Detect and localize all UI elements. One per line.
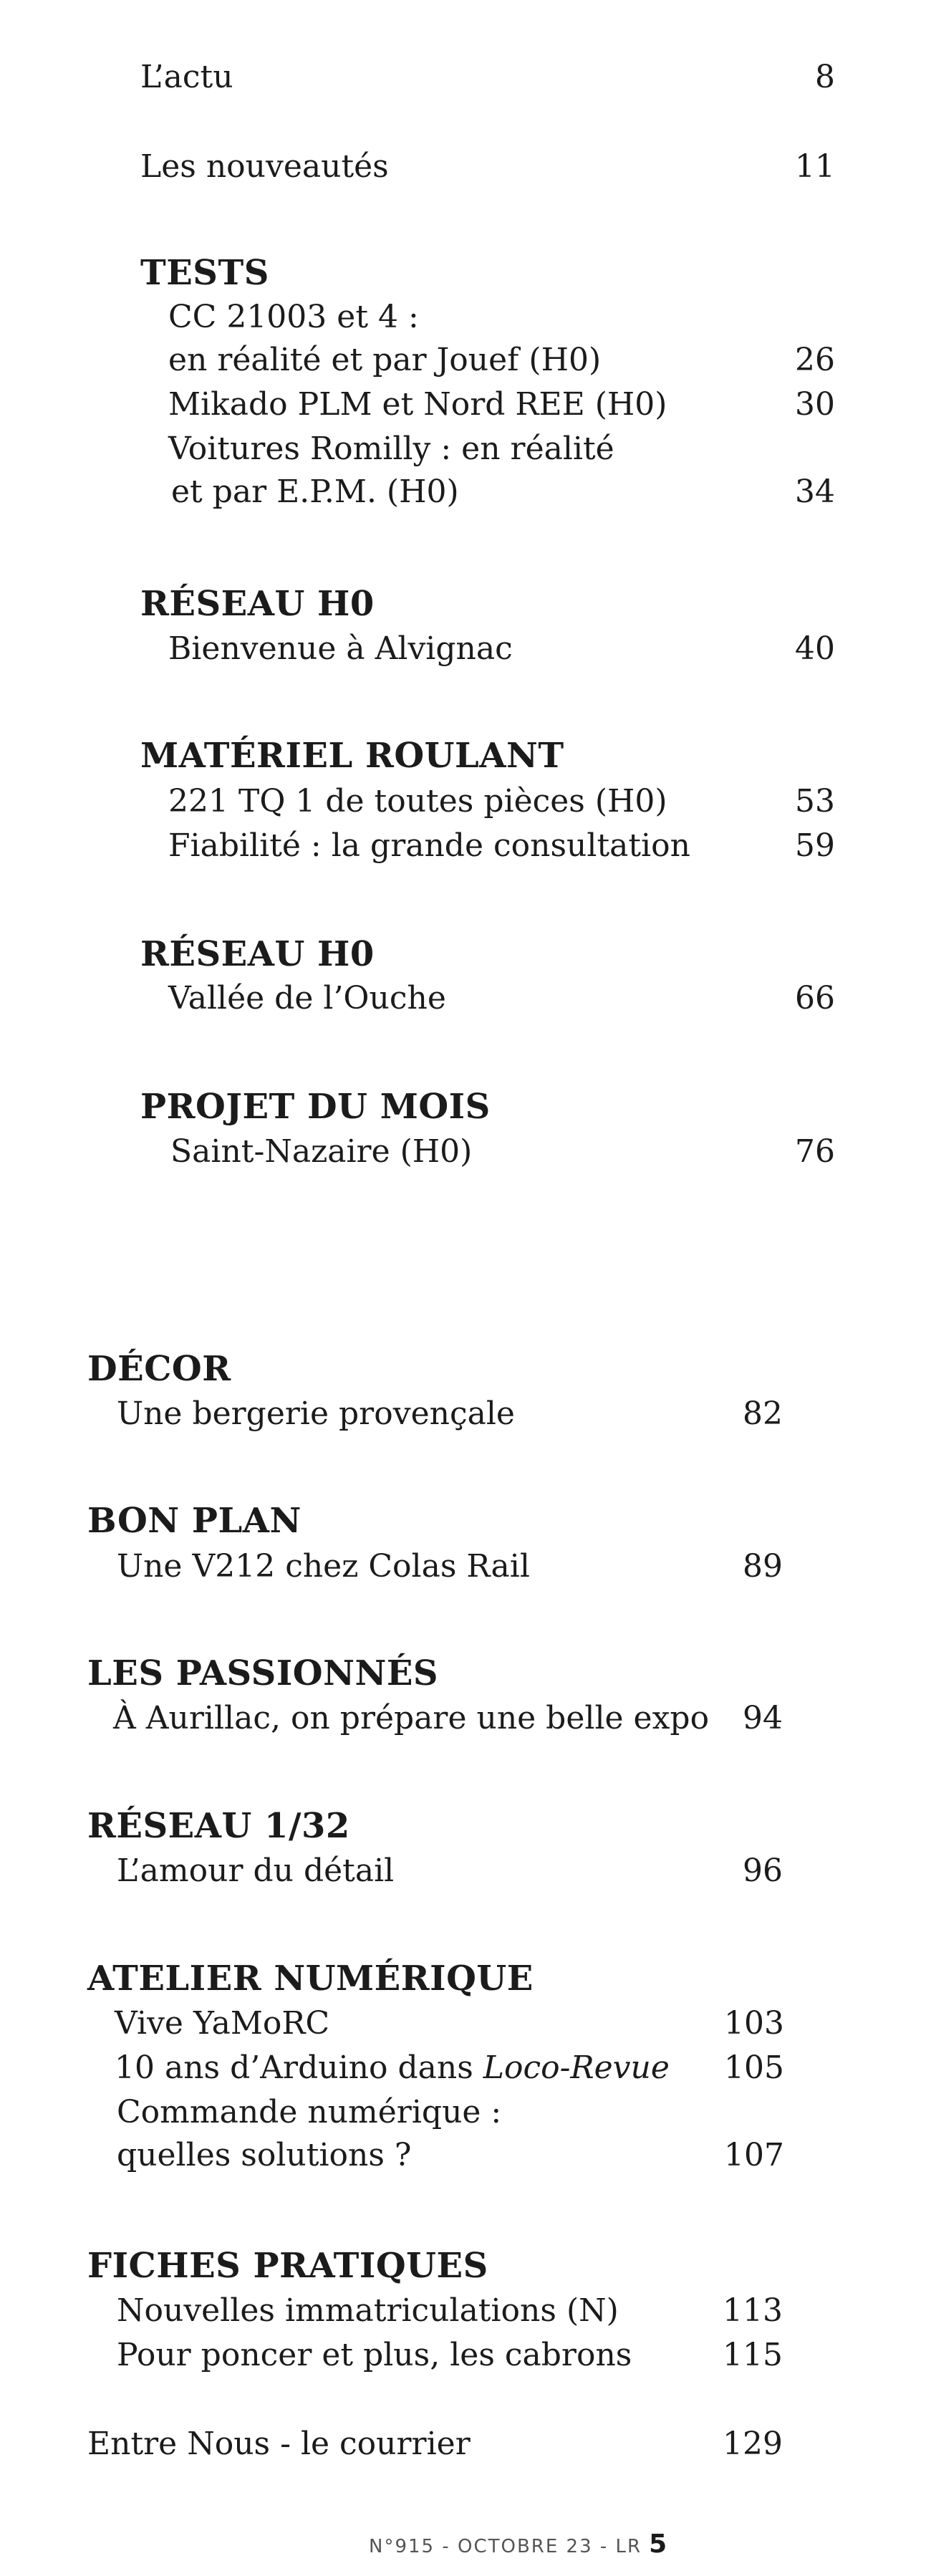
toc-entry-title-plain: 10 ans d’Arduino dans	[115, 2049, 483, 2086]
section-heading-tests: TESTS	[140, 253, 269, 293]
toc-entry-title: Mikado PLM et Nord REE (H0)	[168, 386, 667, 423]
toc-entry-page: 53	[795, 783, 835, 820]
toc-entry-cc21003[interactable]	[168, 296, 835, 382]
section-heading-materiel-roulant: MATÉRIEL ROULANT	[140, 736, 564, 776]
section-heading-les-passionnes: LES PASSIONNÉS	[87, 1653, 439, 1693]
toc-entry-title: Bienvenue à Alvignac	[168, 630, 513, 667]
toc-entry-page: 40	[795, 630, 835, 667]
toc-entry-page: 66	[795, 980, 835, 1017]
toc-entry-alvignac[interactable]	[168, 628, 835, 671]
toc-entry-title: Voitures Romilly : en réalité	[168, 431, 614, 467]
toc-entry-title: Commande numérique :	[117, 2094, 502, 2130]
toc-entry-title-italic: Loco-Revue	[483, 2049, 670, 2086]
section-heading-reseau-132: RÉSEAU 1/32	[87, 1806, 350, 1846]
toc-entry-bergerie[interactable]	[117, 1393, 783, 1436]
toc-entry-page: 82	[743, 1395, 783, 1432]
toc-entry-yamorc[interactable]	[115, 2002, 784, 2045]
toc-entry-title-line2: et par E.P.M. (H0)	[171, 474, 459, 510]
toc-entry-page: 107	[724, 2137, 784, 2173]
toc-entry-aurillac[interactable]	[113, 1697, 783, 1740]
toc-entry-page: 89	[743, 1548, 783, 1585]
section-heading-reseau-h0: RÉSEAU H0	[140, 934, 375, 974]
toc-entry-page: 115	[723, 2337, 783, 2373]
toc-entry-nouveautes[interactable]	[140, 145, 835, 188]
toc-entry-title: L’amour du détail	[117, 1852, 395, 1889]
toc-entry-page: 113	[723, 2292, 783, 2329]
section-heading-decor: DÉCOR	[87, 1349, 231, 1389]
toc-entry-title: CC 21003 et 4 :	[168, 299, 419, 335]
toc-entry-actu[interactable]	[140, 56, 835, 99]
toc-entry-page: 34	[795, 474, 835, 510]
toc-entry-title: Saint-Nazaire (H0)	[170, 1133, 473, 1170]
toc-entry-mikado[interactable]	[168, 383, 835, 426]
toc-entry-voitures-romilly[interactable]	[168, 428, 835, 514]
toc-entry-title: 221 TQ 1 de toutes pièces (H0)	[168, 783, 667, 820]
toc-entry-title: Une V212 chez Colas Rail	[117, 1548, 530, 1585]
toc-entry-page: 94	[743, 1700, 783, 1736]
toc-entry-title-line2: quelles solutions ?	[117, 2137, 412, 2173]
toc-entry-amour-detail[interactable]	[117, 1850, 783, 1893]
toc-entry-page: 105	[724, 2049, 784, 2086]
toc-entry-title: Une bergerie provençale	[117, 1395, 515, 1432]
toc-entry-title: Vallée de l’Ouche	[168, 980, 446, 1017]
toc-entry-title: Vive YaMoRC	[115, 2005, 330, 2042]
toc-entry-title: Entre Nous - le courrier	[87, 2426, 471, 2462]
toc-entry-title	[115, 2047, 670, 2090]
toc-entry-page: 129	[723, 2426, 783, 2462]
toc-entry-v212[interactable]	[117, 1545, 783, 1588]
toc-entry-page: 11	[795, 148, 835, 185]
page-number: 5	[649, 2529, 667, 2559]
toc-entry-title: Les nouveautés	[140, 148, 389, 185]
toc-entry-page: 8	[815, 59, 835, 95]
toc-entry-title: À Aurillac, on prépare une belle expo	[113, 1700, 710, 1736]
page-footer	[369, 2530, 667, 2561]
toc-entry-title-line2: en réalité et par Jouef (H0)	[168, 342, 602, 378]
section-heading-bon-plan: BON PLAN	[87, 1501, 301, 1541]
toc-entry-commande-numerique[interactable]	[117, 2091, 784, 2177]
toc-entry-courrier[interactable]	[87, 2423, 783, 2466]
toc-entry-title: Nouvelles immatriculations (N)	[117, 2292, 619, 2329]
section-heading-reseau-h0: RÉSEAU H0	[140, 584, 375, 624]
toc-entry-title: L’actu	[140, 59, 233, 95]
section-heading-projet-du-mois: PROJET DU MOIS	[140, 1087, 491, 1127]
toc-entry-title: Pour poncer et plus, les cabrons	[117, 2337, 632, 2373]
toc-entry-221tq1[interactable]	[168, 780, 835, 823]
toc-entry-page: 30	[795, 386, 835, 423]
toc-entry-page: 103	[724, 2005, 784, 2042]
toc-entry-page: 26	[795, 342, 835, 378]
toc-entry-vallee-ouche[interactable]	[168, 977, 835, 1020]
toc-entry-arduino[interactable]	[115, 2047, 784, 2090]
toc-entry-page: 76	[795, 1133, 835, 1170]
toc-entry-fiabilite[interactable]	[168, 825, 835, 868]
issue-label: N°915 - OCTOBRE 23 - LR	[369, 2536, 642, 2557]
toc-entry-page: 96	[743, 1852, 783, 1889]
section-heading-fiches-pratiques: FICHES PRATIQUES	[87, 2246, 488, 2286]
toc-entry-cabrons[interactable]	[117, 2334, 783, 2377]
toc-entry-page: 59	[795, 827, 835, 864]
toc-entry-saint-nazaire[interactable]	[170, 1130, 835, 1173]
toc-entry-title: Fiabilité : la grande consultation	[168, 827, 690, 864]
toc-entry-immatriculations[interactable]	[117, 2289, 783, 2332]
section-heading-atelier-numerique: ATELIER NUMÉRIQUE	[87, 1959, 534, 1999]
